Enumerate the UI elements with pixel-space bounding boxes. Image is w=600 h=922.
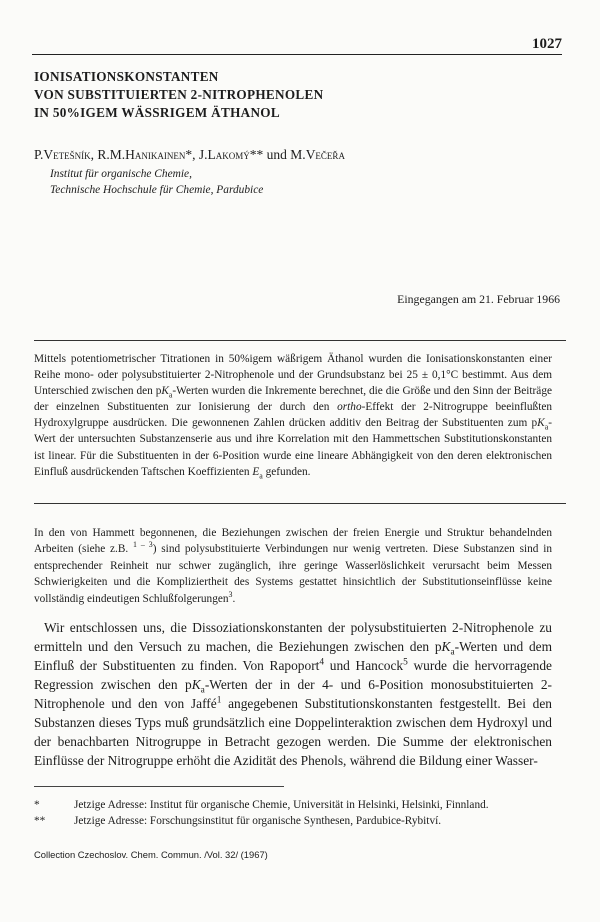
pka-subscript: a bbox=[168, 390, 173, 400]
abstract-text: -Effekt der 2-Nitrogruppe beeinflußten Hydroxylgruppe ausdrücken. Die gewonnenen Zahlen drücken additiv den Beitrag der Substituenten zum p bbox=[34, 401, 552, 430]
footnote-mark: * bbox=[34, 799, 40, 811]
author-separator: , bbox=[90, 147, 98, 162]
body-text: -Werten der in der 4- und 6-Position monosubstituierten 2-Nitrophenole und den von Jaffé bbox=[34, 677, 552, 711]
intro-text: ) sind polysubstituierte Verbindungen nur wenig vertreten. Diese Substanzen sind in entsprechender Reinheit nur schwer zugänglich, ihre geringe Wasserlöslichkeit verursacht beim Messen Schwierigkeiten und die Kompliziertheit des Systems gestattet hinsichtlich der Substitutionseinflüsse keine vollständig eindeutigen Schlußfolgerungen bbox=[34, 543, 552, 605]
title-line-2: VON SUBSTITUIERTEN 2-NITROPHENOLEN bbox=[34, 87, 324, 102]
pka-subscript: a bbox=[200, 685, 205, 696]
title-line-3: IN 50%IGEM WÄSSRIGEM ÄTHANOL bbox=[34, 105, 280, 120]
footnote-2 bbox=[34, 813, 564, 829]
author-separator: , bbox=[192, 147, 199, 162]
abstract-text: -Wert der untersuchten Substanzenserie aus und ihre Korrelation mit den Hammettschen Substitutionskonstanten ist linear. Für die Substituenten in der 6-Position wurde eine lineare Abhängigkeit von den deren elektronischen Einfluß ausdrückenden Taftschen Koeffizienten bbox=[34, 417, 552, 478]
body-text: -Werten und dem Einfluß der Substituenten zu finden. Von Rapoport bbox=[34, 639, 552, 673]
author-conjunction: und bbox=[263, 147, 291, 162]
pka-symbol: K bbox=[161, 385, 169, 398]
intro-text: In den von Hammett begonnenen, die Beziehungen zwischen der freien Energie und Struktur behandelnden Arbeiten (siehe z.B. bbox=[34, 527, 552, 556]
footnote-text: Jetzige Adresse: Forschungsinstitut für organische Synthesen, Pardubice-Rybitví. bbox=[74, 815, 442, 827]
pka-symbol: K bbox=[191, 677, 201, 692]
article-title bbox=[34, 68, 554, 122]
ea-symbol: E bbox=[252, 465, 260, 478]
author-4-name: Večeřa bbox=[305, 147, 345, 162]
affiliation-line-2: Technische Hochschule für Chemie, Pardubice bbox=[50, 184, 264, 196]
header-rule bbox=[32, 54, 562, 55]
affiliation bbox=[50, 166, 263, 198]
journal-citation: Collection Czechoslov. Chem. Commun. /Vol. 32/ (1967) bbox=[34, 849, 268, 860]
author-4-initial: M. bbox=[290, 147, 306, 162]
author-3-footnote-mark: ** bbox=[249, 147, 264, 162]
citation-ref: 1 bbox=[216, 695, 222, 706]
title-line-1: IONISATIONSKONSTANTEN bbox=[34, 69, 219, 84]
author-1-initial: P. bbox=[34, 147, 44, 162]
footnote-text: Jetzige Adresse: Institut für organische Chemie, Universität in Helsinki, Helsinki, Finnland. bbox=[74, 799, 489, 811]
footnote-rule bbox=[34, 786, 284, 787]
abstract-text: Mittels potentiometrischer Titrationen in 50%igem wäßrigem Äthanol wurden die Ionisationskonstanten einer Reihe mono- oder polysubstituierter 2-Nitrophenole und der Grundsubstanz bei 25 ± 0,1°C bestimmt. Aus dem Unterschied zwischen den p bbox=[34, 353, 552, 398]
author-list bbox=[34, 147, 345, 163]
body-text: Wir entschlossen uns, die Dissoziationskonstanten der polysubstituierten 2-Nitrophenole zu ermitteln und den Versuch zu machen, die Beziehungen zwischen den p bbox=[34, 620, 552, 654]
citation-ref: 3 bbox=[228, 589, 233, 599]
author-1-name: Vetešník bbox=[43, 147, 91, 162]
pka-subscript: a bbox=[450, 647, 455, 658]
author-2-initial: R.M. bbox=[97, 147, 126, 162]
body-text: und Hancock bbox=[324, 658, 404, 673]
intro-text: . bbox=[232, 592, 236, 605]
affiliation-line-1: Institut für organische Chemie, bbox=[50, 168, 192, 180]
pka-symbol: K bbox=[537, 417, 545, 430]
intro-paragraph bbox=[34, 525, 552, 607]
author-3-name: Lakomý bbox=[207, 147, 250, 162]
body-paragraph bbox=[34, 618, 552, 770]
body-text: angegebenen Substitutionskonstanten festgestellt. Bei den Substanzen dieses Typs muß grundsätzlich eine Doppelinteraktion zwischen dem Hydroxyl und der benachbarten Nitrogruppe in Betracht gezogen werden. Die Summe der elektronischen Einflüsse der Nitrogruppe erhöht die Azidität des Phenols, während die Bildung einer Wasser- bbox=[34, 696, 552, 768]
author-3-initial: J. bbox=[198, 147, 208, 162]
citation-ref: 1 – 3 bbox=[133, 540, 153, 550]
pka-subscript: a bbox=[544, 422, 549, 432]
ortho-term: ortho bbox=[337, 401, 362, 414]
ea-subscript: a bbox=[259, 470, 263, 480]
citation-ref: 5 bbox=[403, 657, 408, 668]
footnotes bbox=[34, 797, 564, 829]
citation-ref: 4 bbox=[319, 657, 325, 668]
author-2-name: Hanikainen bbox=[125, 147, 186, 162]
author-2-footnote-mark: * bbox=[185, 147, 193, 162]
abstract-text: gefunden. bbox=[262, 465, 311, 478]
abstract-text: -Werten wurden die Inkremente berechnet, die die Größe und den Sinn der Beiträge der einzelnen Substituenten zur Ionisierung der durch den bbox=[34, 385, 552, 414]
abstract bbox=[34, 351, 552, 480]
footnote-mark: ** bbox=[34, 815, 46, 827]
page-number: 1027 bbox=[532, 36, 562, 52]
footnote-1 bbox=[34, 797, 564, 813]
body-text: wurde die hervorragende Regression zwischen den p bbox=[34, 658, 553, 692]
pka-symbol: K bbox=[441, 639, 451, 654]
received-date: Eingegangen am 21. Februar 1966 bbox=[397, 292, 560, 306]
